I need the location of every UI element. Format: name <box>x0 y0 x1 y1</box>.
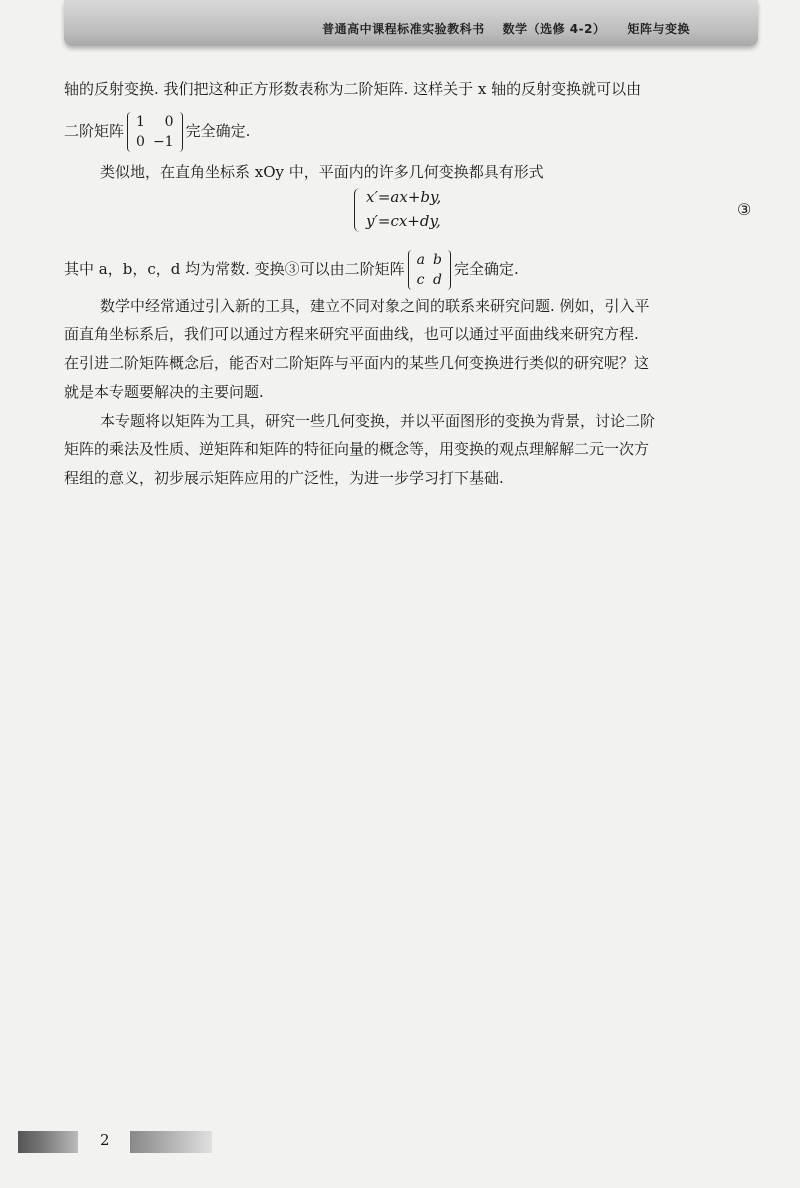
running-header <box>322 20 690 37</box>
header-subject: 数学（选修 4-2） <box>502 22 606 36</box>
para3-line: 面直角坐标系后，我们可以通过方程来研究平面曲线，也可以通过平面曲线来研究方程. <box>64 325 639 343</box>
matrix-cell: c <box>416 272 425 288</box>
para3-line: 就是本专题要解决的主要问题. <box>64 383 264 401</box>
equation-1: x′=ax+by, <box>366 188 442 206</box>
header-band <box>64 0 758 46</box>
matrix-cell: 0 <box>164 114 174 130</box>
equation-system <box>356 185 441 233</box>
para1-line2-prefix: 二阶矩阵 <box>64 122 125 140</box>
header-topic: 矩阵与变换 <box>627 22 690 36</box>
reflection-matrix <box>127 112 183 152</box>
para4-line: 本专题将以矩阵为工具，研究一些几何变换，并以平面图形的变换为背景，讨论二阶 <box>100 412 656 430</box>
matrix-cell: 0 <box>136 134 145 150</box>
para4-line: 程组的意义，初步展示矩阵应用的广泛性，为进一步学习打下基础. <box>64 469 504 487</box>
matrix-cell: −1 <box>152 134 174 150</box>
header-book-title: 普通高中课程标准实验教科书 <box>322 22 485 36</box>
para2-intro: 类似地，在直角坐标系 xOy 中，平面内的许多几何变换都具有形式 <box>100 163 544 181</box>
para1-line2 <box>64 112 250 152</box>
para2-line3 <box>64 250 519 290</box>
para4-line: 矩阵的乘法及性质、逆矩阵和矩阵的特征向量的概念等，用变换的观点理解解二元一次方 <box>64 440 650 458</box>
footer-decoration-left <box>18 1131 78 1153</box>
para2-line3-suffix: 完全确定. <box>453 260 519 278</box>
matrix-cell: 1 <box>136 114 145 130</box>
page-number: 2 <box>100 1131 110 1149</box>
equation-2: y′=cx+dy, <box>366 212 441 230</box>
para1-line1: 轴的反射变换. 我们把这种正方形数表称为二阶矩阵. 这样关于 x 轴的反射变换就可以由 <box>64 80 642 98</box>
para1-line2-suffix: 完全确定. <box>185 122 251 140</box>
general-matrix <box>408 250 451 290</box>
equation-number: ③ <box>737 200 752 219</box>
matrix-cell: d <box>432 272 442 288</box>
para3-line: 在引进二阶矩阵概念后，能否对二阶矩阵与平面内的某些几何变换进行类似的研究呢？这 <box>64 354 650 372</box>
matrix-cell: a <box>416 252 425 268</box>
matrix-cell: b <box>432 252 442 268</box>
footer-decoration-right <box>130 1131 212 1153</box>
para3-line: 数学中经常通过引入新的工具，建立不同对象之间的联系来研究问题. 例如，引入平 <box>100 297 650 315</box>
para2-line3-prefix: 其中 a，b，c，d 均为常数. 变换③可以由二阶矩阵 <box>64 260 405 278</box>
